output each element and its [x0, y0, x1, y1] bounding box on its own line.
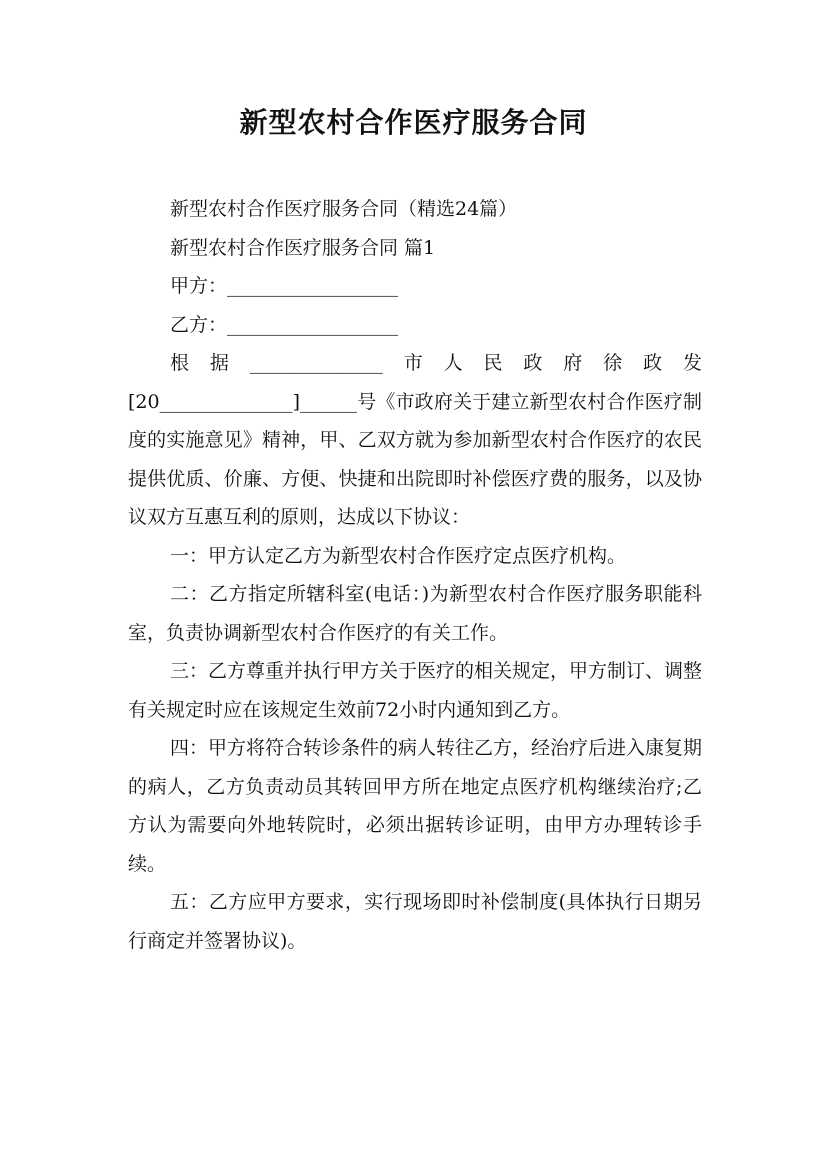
paragraph-clause-5: 五：乙方应甲方要求，实行现场即时补偿制度(具体执行日期另行商定并签署协议)。: [128, 891, 702, 952]
paragraph-party-b: 乙方：__________________: [170, 313, 399, 336]
document-title: 新型农村合作医疗服务合同: [239, 106, 588, 139]
paragraph-party-a: 甲方：__________________: [170, 275, 399, 297]
paragraph-clause-2: 二：乙方指定所辖科室(电话：)为新型农村合作医疗服务职能科室，负责协调新型农村合作医疗的有关工作。: [128, 583, 702, 644]
paragraph-section-heading: 新型农村合作医疗服务合同 篇1: [170, 236, 436, 259]
paragraph-clause-4: 四：甲方将符合转诊条件的病人转往乙方，经治疗后进入康复期的病人，乙方负责动员其转回甲方所在地定点医疗机构继续治疗;乙方认为需要向外地转院时，必须出据转诊证明，由甲方办理转诊手续。: [128, 737, 703, 875]
paragraph-clause-1: 一：甲方认定乙方为新型农村合作医疗定点医疗机构。: [170, 544, 627, 567]
paragraph-preamble: 根据______________市人民政府徐政发[20______________]______号《市政府关于建立新型农村合作医疗制度的实施意见》精神，甲、乙双方就为参加新型农村合作医疗的农民提供优质、价廉、方便、快捷和出院即时补偿医疗费的服务，以及协议双方互惠互利的原则，达成以下协议：: [128, 352, 702, 528]
paragraph-subtitle: 新型农村合作医疗服务合同（精选24篇）: [170, 198, 518, 220]
paragraph-clause-3: 三：乙方尊重并执行甲方关于医疗的相关规定，甲方制订、调整有关规定时应在该规定生效前72小时内通知到乙方。: [128, 660, 703, 721]
document-body: [128, 190, 702, 960]
